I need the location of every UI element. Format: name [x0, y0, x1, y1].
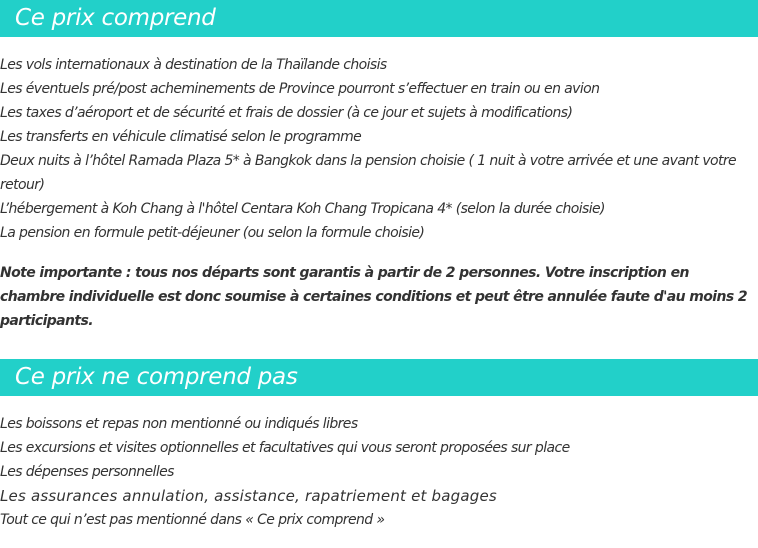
included-item: L’hébergement à Koh Chang à l'hôtel Centara Koh Chang Tropicana 4* (selon la durée choisie) — [0, 201, 605, 217]
excluded-item: Tout ce qui n’est pas mentionné dans « Ce prix comprend » — [0, 512, 385, 528]
included-section-header — [0, 0, 758, 37]
excluded-item: Les boissons et repas non mentionné ou indiqués libres — [0, 416, 358, 432]
important-note: Note importante : tous nos départs sont garantis à partir de 2 personnes. Votre inscription en chambre individuelle est donc soumise à certaines conditions et peut être annulée faute d'au moins 2 participants. — [0, 265, 748, 329]
excluded-item: Les assurances annulation, assistance, rapatriement et bagages — [0, 487, 497, 505]
included-item: Les éventuels pré/post acheminements de Province pourront s’effectuer en train ou en avion — [0, 81, 600, 97]
excluded-item: Les dépenses personnelles — [0, 464, 174, 480]
excluded-section-header — [0, 359, 758, 396]
excluded-item: Les excursions et visites optionnelles et facultatives qui vous seront proposées sur place — [0, 440, 570, 456]
included-item: Deux nuits à l’hôtel Ramada Plaza 5* à Bangkok dans la pension choisie ( 1 nuit à votre arrivée et une avant votre retour) — [0, 153, 737, 193]
included-item: La pension en formule petit-déjeuner (ou selon la formule choisie) — [0, 225, 425, 241]
excluded-section-title: Ce prix ne comprend pas — [15, 364, 298, 390]
included-item: Les vols internationaux à destination de la Thaïlande choisis — [0, 57, 387, 73]
included-section-title: Ce prix comprend — [15, 5, 216, 31]
included-item: Les taxes d’aéroport et de sécurité et frais de dossier (à ce jour et sujets à modifications) — [0, 105, 573, 121]
included-item: Les transferts en véhicule climatisé selon le programme — [0, 129, 362, 145]
